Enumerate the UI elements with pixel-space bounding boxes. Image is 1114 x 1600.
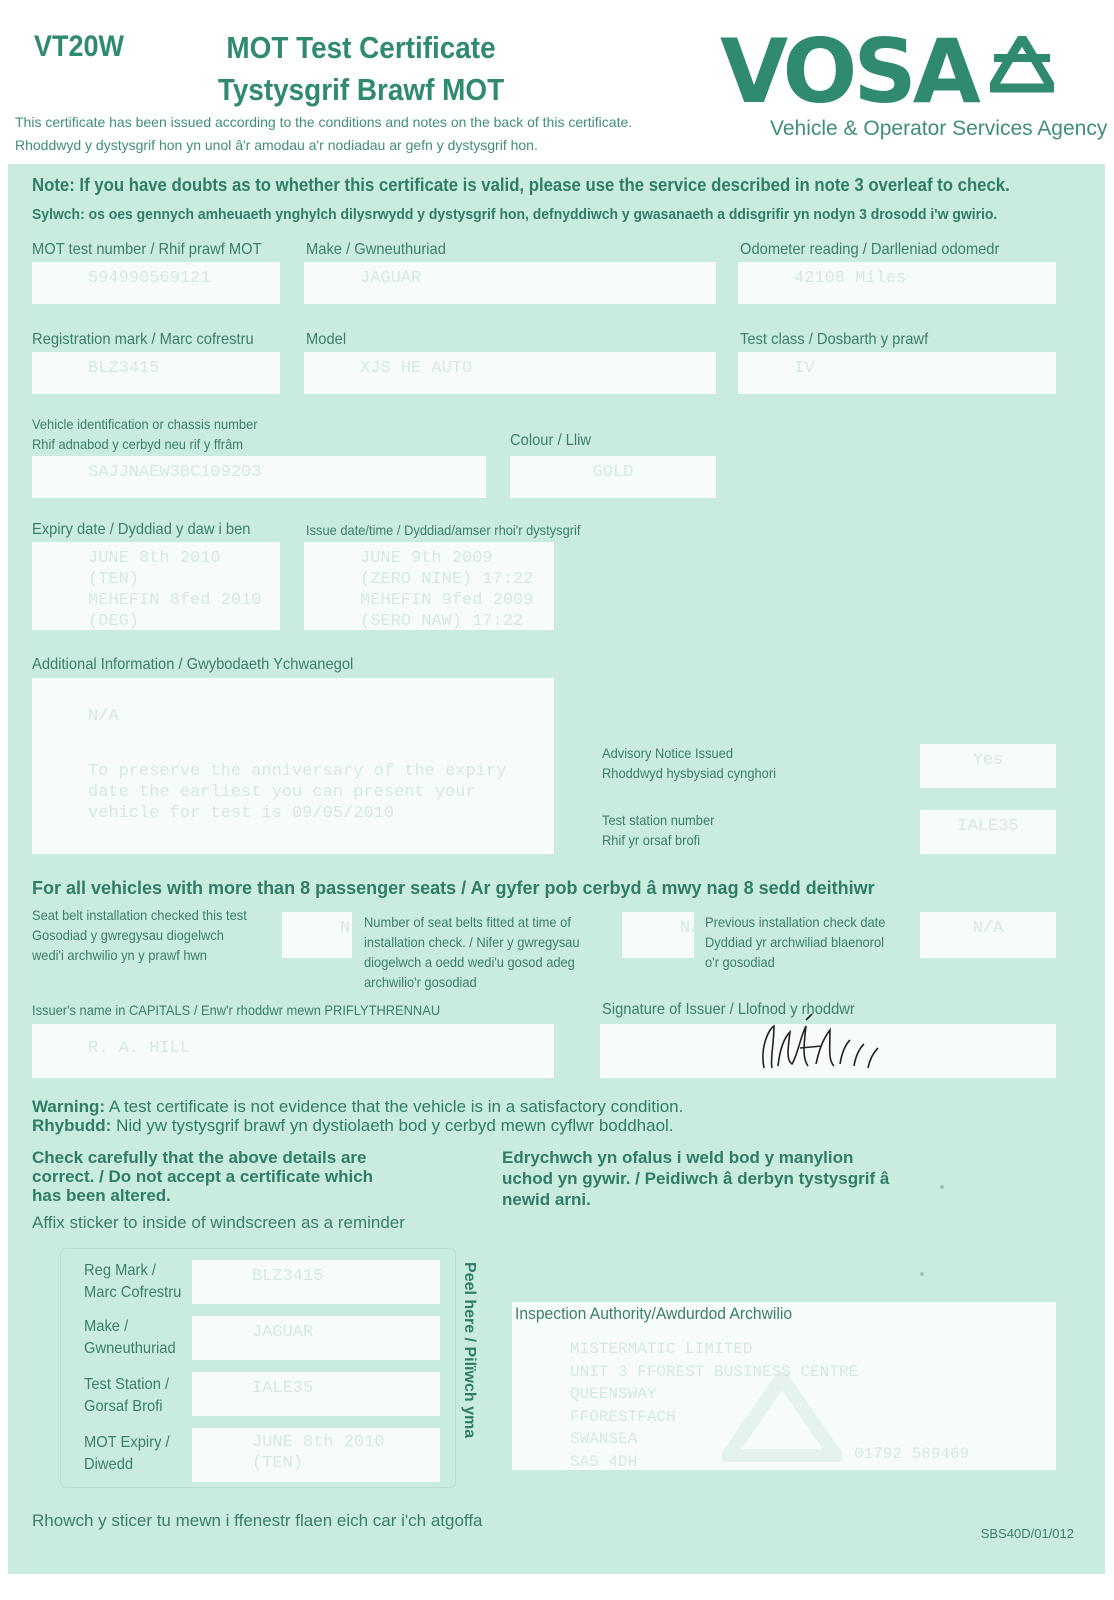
check-english-1: Check carefully that the above details are <box>32 1148 367 1167</box>
passenger-section-heading: For all vehicles with more than 8 passenger seats / Ar gyfer pob cerbyd â mwy nag 8 sedd deithiwr <box>32 878 875 898</box>
station-value: IALE35 <box>920 810 1056 854</box>
test-class-value: IV <box>738 352 1056 394</box>
inspection-authority-box <box>512 1302 1056 1470</box>
station-label-welsh: Rhif yr orsaf brofi <box>602 832 701 848</box>
odometer-label: Odometer reading / Darlleniad odomedr <box>740 241 1000 258</box>
inspection-authority-phone: 01792 589469 <box>854 1445 970 1463</box>
warning-english-text: A test certificate is not evidence that the vehicle is in a satisfactory condition. <box>108 1097 684 1116</box>
inspection-authority-label: Inspection Authority/Awdurdod Archwilio <box>515 1304 793 1323</box>
form-reference: SBS40D/01/012 <box>980 1526 1074 1541</box>
check-welsh-2: uchod yn gywir. / Peidiwch â derbyn tystysgrif â <box>502 1169 890 1188</box>
sticker-expiry-value: JUNE 8th 2010 (TEN) <box>192 1428 440 1482</box>
title-english: MOT Test Certificate <box>226 30 496 65</box>
expiry-value: JUNE 8th 2010 (TEN) MEHEFIN 8fed 2010 (DEG) <box>32 542 280 630</box>
warning-english <box>32 1097 683 1117</box>
sticker-expiry-label-1: MOT Expiry / <box>84 1434 170 1451</box>
signature-box <box>600 1024 1056 1078</box>
advisory-label-welsh: Rhoddwyd hysbysiad cynghori <box>602 765 776 781</box>
make-label: Make / Gwneuthuriad <box>306 241 446 258</box>
issue-label: Issue date/time / Dyddiad/amser rhoi'r dystysgrif <box>306 522 581 538</box>
model-label: Model <box>306 331 347 348</box>
vosa-logo-text: VOSA <box>720 20 977 123</box>
previous-check-label-2: Dyddiad yr archwiliad blaenorol <box>705 934 884 950</box>
test-number-label: MOT test number / Rhif prawf MOT <box>32 241 262 258</box>
test-class-label: Test class / Dosbarth y prawf <box>740 331 929 348</box>
scan-speck <box>920 1272 924 1276</box>
seatbelt-count-label-1: Number of seat belts fitted at time of <box>364 914 571 930</box>
warning-welsh <box>32 1116 674 1136</box>
advisory-label-english: Advisory Notice Issued <box>602 745 734 761</box>
vin-value: SAJJNAEW3BC109203 <box>32 456 486 498</box>
station-label-english: Test station number <box>602 812 715 828</box>
sticker-make-label-1: Make / <box>84 1318 129 1335</box>
expiry-label: Expiry date / Dyddiad y daw i ben <box>32 521 251 538</box>
advisory-value: Yes <box>920 744 1056 788</box>
seatbelt-count-label-4: archwilio'r gosodiad <box>364 974 477 990</box>
issue-note-english: This certificate has been issued according to the conditions and notes on the back of this certificate. <box>15 114 633 130</box>
sticker-reg-value: BLZ3415 <box>192 1260 440 1304</box>
sticker-make-label-2: Gwneuthuriad <box>84 1340 176 1357</box>
issue-value: JUNE 9th 2009 (ZERO NINE) 17:22 MEHEFIN 9fed 2009 (SERO NAW) 17:22 <box>304 542 554 630</box>
check-english-3: has been altered. <box>32 1186 171 1205</box>
colour-value: GOLD <box>510 456 716 498</box>
test-number-value: 594990569121 <box>32 262 280 304</box>
check-welsh-3: newid arni. <box>502 1190 591 1209</box>
inspection-authority-address: MISTERMATIC LIMITED UNIT 3 FFOREST BUSINESS CENTRE QUEENSWAY FFORESTFACH SWANSEA SA5 4DH <box>570 1340 859 1471</box>
sticker-reg-label-1: Reg Mark / <box>84 1262 156 1279</box>
vin-label-welsh: Rhif adnabod y cerbyd neu rif y ffrâm <box>32 436 243 452</box>
previous-check-label-3: o'r gosodiad <box>705 954 775 970</box>
issuer-name-value: R. A. HILL <box>32 1024 554 1078</box>
check-welsh-1: Edrychwch yn ofalus i weld bod y manylion <box>502 1148 854 1167</box>
seatbelt-count-value: N/A <box>622 912 694 958</box>
sticker-reg-label-2: Marc Cofrestru <box>84 1284 182 1301</box>
handwritten-signature-icon <box>750 1008 890 1078</box>
issuer-name-label: Issuer's name in CAPITALS / Enw'r rhoddwr mewn PRIFLYTHRENNAU <box>32 1002 441 1018</box>
make-value: JAGUAR <box>304 262 716 304</box>
sticker-station-value: IALE35 <box>192 1372 440 1416</box>
peel-here-label: Peel here / Pilïwch yma <box>461 1262 478 1439</box>
seatbelt-check-label-1: Seat belt installation checked this test <box>32 907 247 923</box>
seatbelt-check-value: N/A <box>282 912 352 958</box>
warning-welsh-text: Nid yw tystysgrif brawf yn dystiolaeth bod y cerbyd mewn cyflwr boddhaol. <box>116 1116 674 1135</box>
agency-name: Vehicle & Operator Services Agency <box>770 117 1108 140</box>
previous-check-value: N/A <box>920 912 1056 958</box>
odometer-value: 42108 Miles <box>738 262 1056 304</box>
sticker-make-value: JAGUAR <box>192 1316 440 1360</box>
sticker-station-label-1: Test Station / <box>84 1376 170 1393</box>
additional-info-text: To preserve the anniversary of the expiry date the earliest you can present your vehicle for test is 09/05/2010 <box>88 762 507 823</box>
seatbelt-check-label-3: wedi'i archwilio yn y prawf hwn <box>32 947 207 963</box>
seatbelt-count-label-3: diogelwch a oedd wedi'u gosod adeg <box>364 954 575 970</box>
warning-english-label: Warning: <box>32 1097 106 1116</box>
additional-info-box <box>32 678 554 854</box>
validity-note-welsh: Sylwch: os oes gennych amheuaeth ynghylch dilysrwydd y dystysgrif hon, defnyddiwch y gwasanaeth a ddisgrifir yn nodyn 3 drosodd i'w gwirio. <box>32 206 998 223</box>
check-english-2: correct. / Do not accept a certificate which <box>32 1167 374 1186</box>
scan-speck <box>940 1185 944 1189</box>
seatbelt-count-label-2: installation check. / Nifer y gwregysau <box>364 934 580 950</box>
vin-label-english: Vehicle identification or chassis number <box>32 416 258 432</box>
peel-here-tab[interactable] <box>460 1262 490 1482</box>
previous-check-label-1: Previous installation check date <box>705 914 886 930</box>
additional-info-label: Additional Information / Gwybodaeth Ychwanegol <box>32 656 354 673</box>
sticker-station-label-2: Gorsaf Brofi <box>84 1398 163 1415</box>
registration-value: BLZ3415 <box>32 352 280 394</box>
form-code: VT20W <box>34 30 125 63</box>
additional-info-na: N/A <box>88 707 119 726</box>
validity-note-english: Note: If you have doubts as to whether this certificate is valid, please use the service described in note 3 overleaf to check. <box>32 175 1010 195</box>
footer-sticker-instruction: Rhowch y sticer tu mewn i ffenestr flaen eich car i'ch atgoffa <box>32 1511 483 1530</box>
title-welsh: Tystysgrif Brawf MOT <box>217 72 505 107</box>
colour-label: Colour / Lliw <box>510 432 591 449</box>
seatbelt-check-label-2: Gosodiad y gwregysau diogelwch <box>32 927 224 943</box>
issue-note-welsh: Rhoddwyd y dystysgrif hon yn unol â'r amodau a'r nodiadau ar gefn y dystysgrif hon. <box>15 137 538 153</box>
signature-label: Signature of Issuer / Llofnod y rhoddwr <box>602 1001 855 1018</box>
registration-label: Registration mark / Marc cofrestru <box>32 331 254 348</box>
vosa-triangle-logo-icon <box>990 36 1054 98</box>
model-value: XJS HE AUTO <box>304 352 716 394</box>
warning-welsh-label: Rhybudd: <box>32 1116 112 1135</box>
sticker-expiry-label-2: Diwedd <box>84 1456 134 1473</box>
affix-sticker-text: Affix sticker to inside of windscreen as a reminder <box>32 1213 405 1232</box>
